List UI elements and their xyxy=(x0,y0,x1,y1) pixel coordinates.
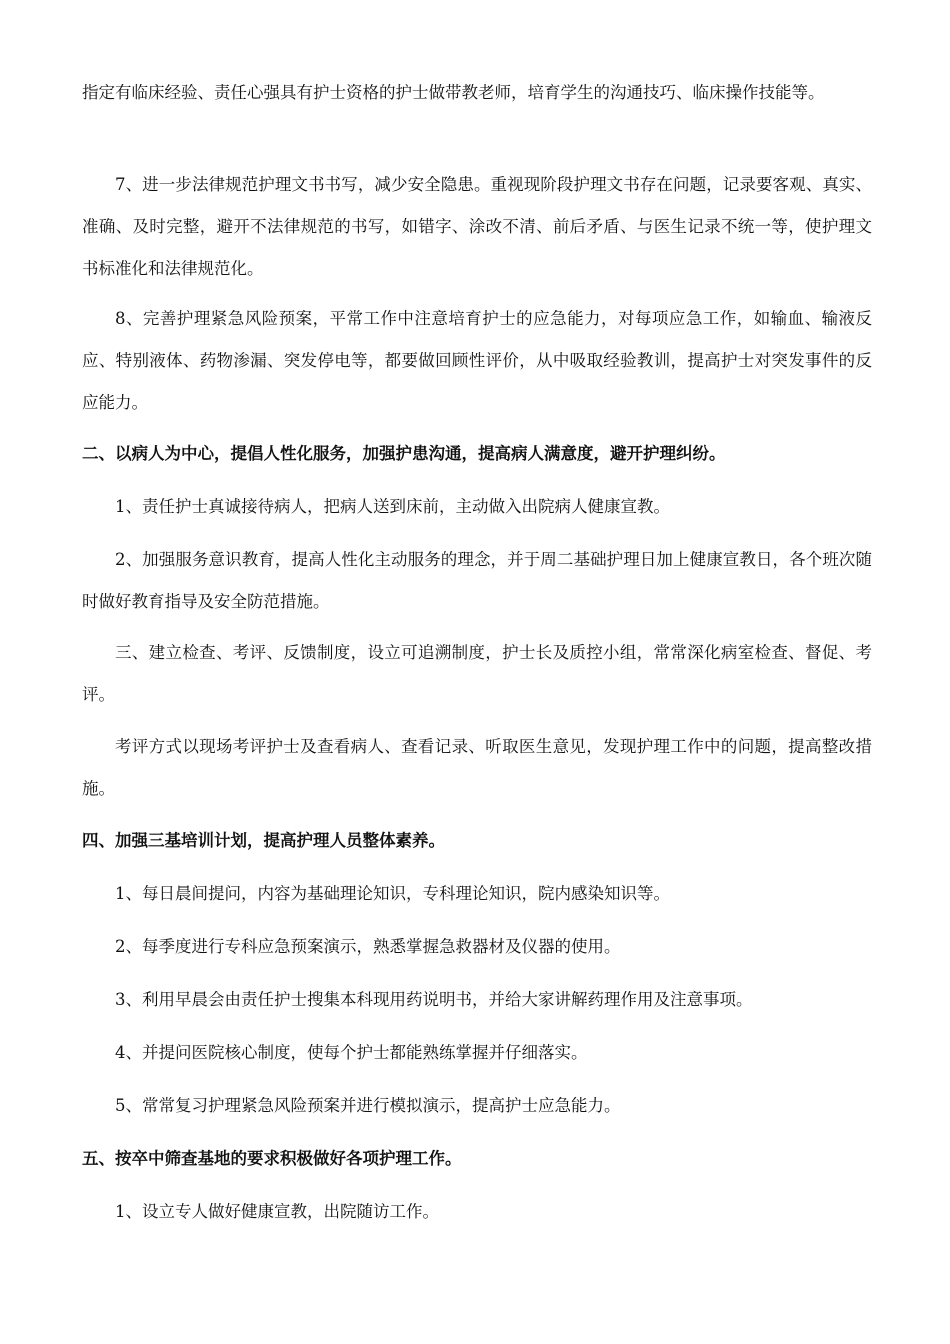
paragraph-section5-item-1: 1、设立专人做好健康宣教，出院随访工作。 xyxy=(115,1202,439,1221)
paragraph-section4-item-3: 3、利用早晨会由责任护士搜集本科现用药说明书，并给大家讲解药理作用及注意事项。 xyxy=(115,990,753,1009)
section-heading-2: 二、以病人为中心，提倡人性化服务，加强护患沟通，提高病人满意度，避开护理纠纷。 xyxy=(82,444,726,463)
paragraph-section4-item-4: 4、并提问医院核心制度，使每个护士都能熟练掌握并仔细落实。 xyxy=(115,1043,588,1062)
paragraph-section4-item-2: 2、每季度进行专科应急预案演示，熟悉掌握急救器材及仪器的使用。 xyxy=(115,937,621,956)
paragraph-section4-item-1: 1、每日晨间提问，内容为基础理论知识，专科理论知识，院内感染知识等。 xyxy=(115,884,670,903)
paragraph-item-8-emergency-plan: 8、完善护理紧急风险预案，平常工作中注意培育护士的应急能力，对每项应急工作，如输血、输液反应、特别液体、药物渗漏、突发停电等，都要做回顾性评价，从中吸取经验教训，提高护士对突发事件的反应能力。 xyxy=(82,309,872,412)
paragraph-section2-item-1: 1、责任护士真诚接待病人，把病人送到床前，主动做入出院病人健康宣教。 xyxy=(115,497,670,516)
paragraph-section2-item-2: 2、加强服务意识教育，提高人性化主动服务的理念，并于周二基础护理日加上健康宣教日，各个班次随时做好教育指导及安全防范措施。 xyxy=(82,550,872,611)
paragraph-item-7-nursing-documents: 7、进一步法律规范护理文书书写，减少安全隐患。重视现阶段护理文书存在问题，记录要客观、真实、准确、及时完整，避开不法律规范的书写，如错字、涂改不清、前后矛盾、与医生记录不统一等，使护理文书标准化和法律规范化。 xyxy=(82,175,872,278)
section-heading-4: 四、加强三基培训计划，提高护理人员整体素养。 xyxy=(82,831,445,850)
paragraph-evaluation-method: 考评方式以现场考评护士及查看病人、查看记录、听取医生意见，发现护理工作中的问题，提高整改措施。 xyxy=(82,737,872,798)
section-heading-5: 五、按卒中筛查基地的要求积极做好各项护理工作。 xyxy=(82,1149,462,1168)
paragraph-section4-item-5: 5、常常复习护理紧急风险预案并进行模拟演示，提高护士应急能力。 xyxy=(115,1096,621,1115)
paragraph-section-3: 三、建立检查、考评、反馈制度，设立可追溯制度，护士长及质控小组，常常深化病室检查、督促、考评。 xyxy=(82,643,872,704)
paragraph-teaching-assignment: 指定有临床经验、责任心强具有护士资格的护士做带教老师，培育学生的沟通技巧、临床操作技能等。 xyxy=(82,83,825,102)
